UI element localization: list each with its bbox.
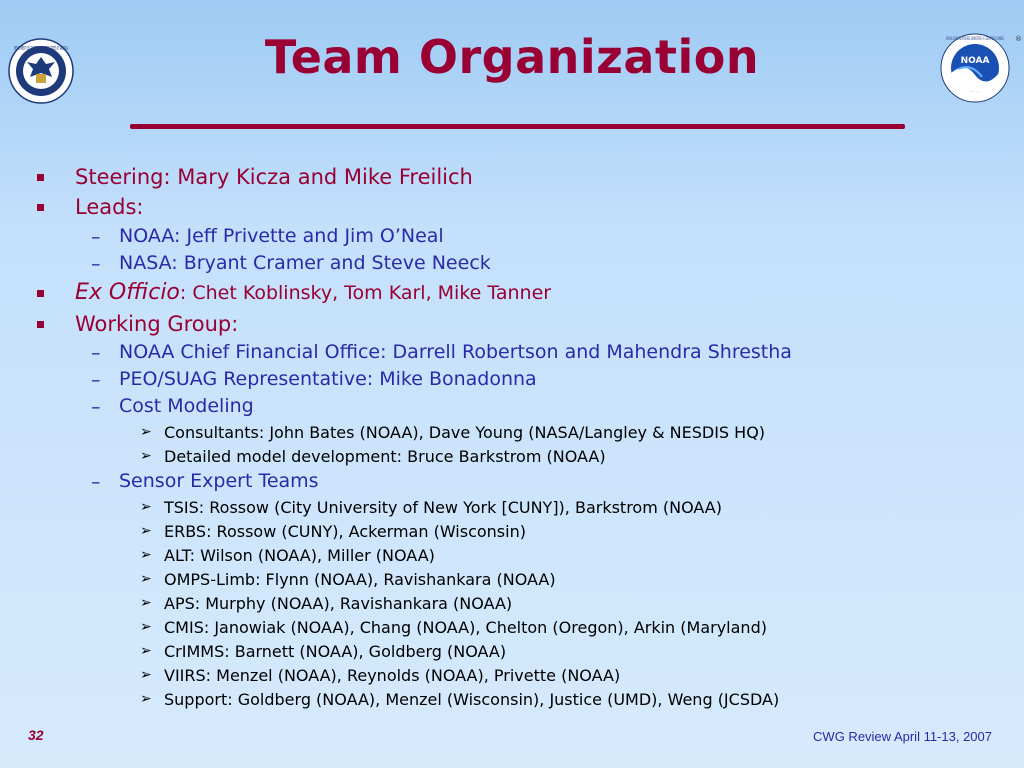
list-item: Support: Goldberg (NOAA), Menzel (Wisconsin), Justice (UMD), Weng (JCSDA) bbox=[164, 690, 780, 709]
arrow-marker-icon: ➢ bbox=[140, 571, 152, 587]
footer-text: CWG Review April 11-13, 2007 bbox=[813, 729, 992, 744]
dash-marker: – bbox=[91, 396, 101, 418]
list-item: Leads: bbox=[75, 195, 144, 219]
list-item: PEO/SUAG Representative: Mike Bonadonna bbox=[119, 368, 537, 390]
registered-mark: ® bbox=[1015, 35, 1022, 43]
list-item: ALT: Wilson (NOAA), Miller (NOAA) bbox=[164, 546, 435, 565]
list-item: NOAA Chief Financial Office: Darrell Robertson and Mahendra Shrestha bbox=[119, 341, 792, 363]
list-item: OMPS-Limb: Flynn (NOAA), Ravishankara (NOAA) bbox=[164, 570, 556, 589]
list-item: TSIS: Rossow (City University of New York [CUNY]), Barkstrom (NOAA) bbox=[164, 498, 722, 517]
list-item: CrIMMS: Barnett (NOAA), Goldberg (NOAA) bbox=[164, 642, 507, 661]
dash-marker: – bbox=[91, 226, 101, 248]
list-item bbox=[75, 280, 551, 305]
arrow-marker-icon: ➢ bbox=[140, 667, 152, 683]
arrow-marker-icon: ➢ bbox=[140, 691, 152, 707]
list-item: Working Group: bbox=[75, 312, 239, 336]
dash-marker: – bbox=[91, 369, 101, 391]
list-item: Sensor Expert Teams bbox=[119, 470, 319, 492]
noaa-ring-text: NATIONAL OCEANIC AND ATMOSPHERIC ADMINISTRATION • U.S. DEPARTMENT OF COMMERCE bbox=[946, 36, 1005, 41]
list-item: Cost Modeling bbox=[119, 395, 254, 417]
list-item: VIIRS: Menzel (NOAA), Reynolds (NOAA), Privette (NOAA) bbox=[164, 666, 621, 685]
slide-title: Team Organization bbox=[264, 30, 760, 84]
arrow-marker-icon: ➢ bbox=[140, 547, 152, 563]
dash-marker: – bbox=[91, 253, 101, 275]
arrow-marker-icon: ➢ bbox=[140, 448, 152, 464]
list-item: Consultants: John Bates (NOAA), Dave Young (NASA/Langley & NESDIS HQ) bbox=[164, 423, 766, 442]
list-item: CMIS: Janowiak (NOAA), Chang (NOAA), Chelton (Oregon), Arkin (Maryland) bbox=[164, 618, 767, 637]
ex-officio-label: Ex Officio bbox=[75, 280, 180, 305]
dash-marker: – bbox=[91, 342, 101, 364]
bullet-marker bbox=[37, 174, 44, 181]
noaa-logo-text: NOAA bbox=[960, 56, 990, 66]
page-number: 32 bbox=[28, 727, 44, 743]
list-item: Detailed model development: Bruce Barkstrom (NOAA) bbox=[164, 447, 606, 466]
arrow-marker-icon: ➢ bbox=[140, 499, 152, 515]
arrow-marker-icon: ➢ bbox=[140, 595, 152, 611]
list-item: NASA: Bryant Cramer and Steve Neeck bbox=[119, 252, 491, 274]
arrow-marker-icon: ➢ bbox=[140, 619, 152, 635]
list-item: NOAA: Jeff Privette and Jim O’Neal bbox=[119, 225, 444, 247]
list-item: Steering: Mary Kicza and Mike Freilich bbox=[75, 165, 473, 189]
arrow-marker-icon: ➢ bbox=[140, 523, 152, 539]
bullet-marker bbox=[37, 290, 44, 297]
arrow-marker-icon: ➢ bbox=[140, 643, 152, 659]
ex-officio-names: : Chet Koblinsky, Tom Karl, Mike Tanner bbox=[179, 282, 552, 304]
list-item: ERBS: Rossow (CUNY), Ackerman (Wisconsin) bbox=[164, 522, 526, 541]
seal-left-text: DEPARTMENT OF COMMERCE • UNITED STATES OF AMERICA bbox=[14, 46, 69, 52]
arrow-marker-icon: ➢ bbox=[140, 424, 152, 440]
list-item: APS: Murphy (NOAA), Ravishankara (NOAA) bbox=[164, 594, 513, 613]
dash-marker: – bbox=[91, 471, 101, 493]
bullet-marker bbox=[37, 204, 44, 211]
bullet-marker bbox=[37, 321, 44, 328]
